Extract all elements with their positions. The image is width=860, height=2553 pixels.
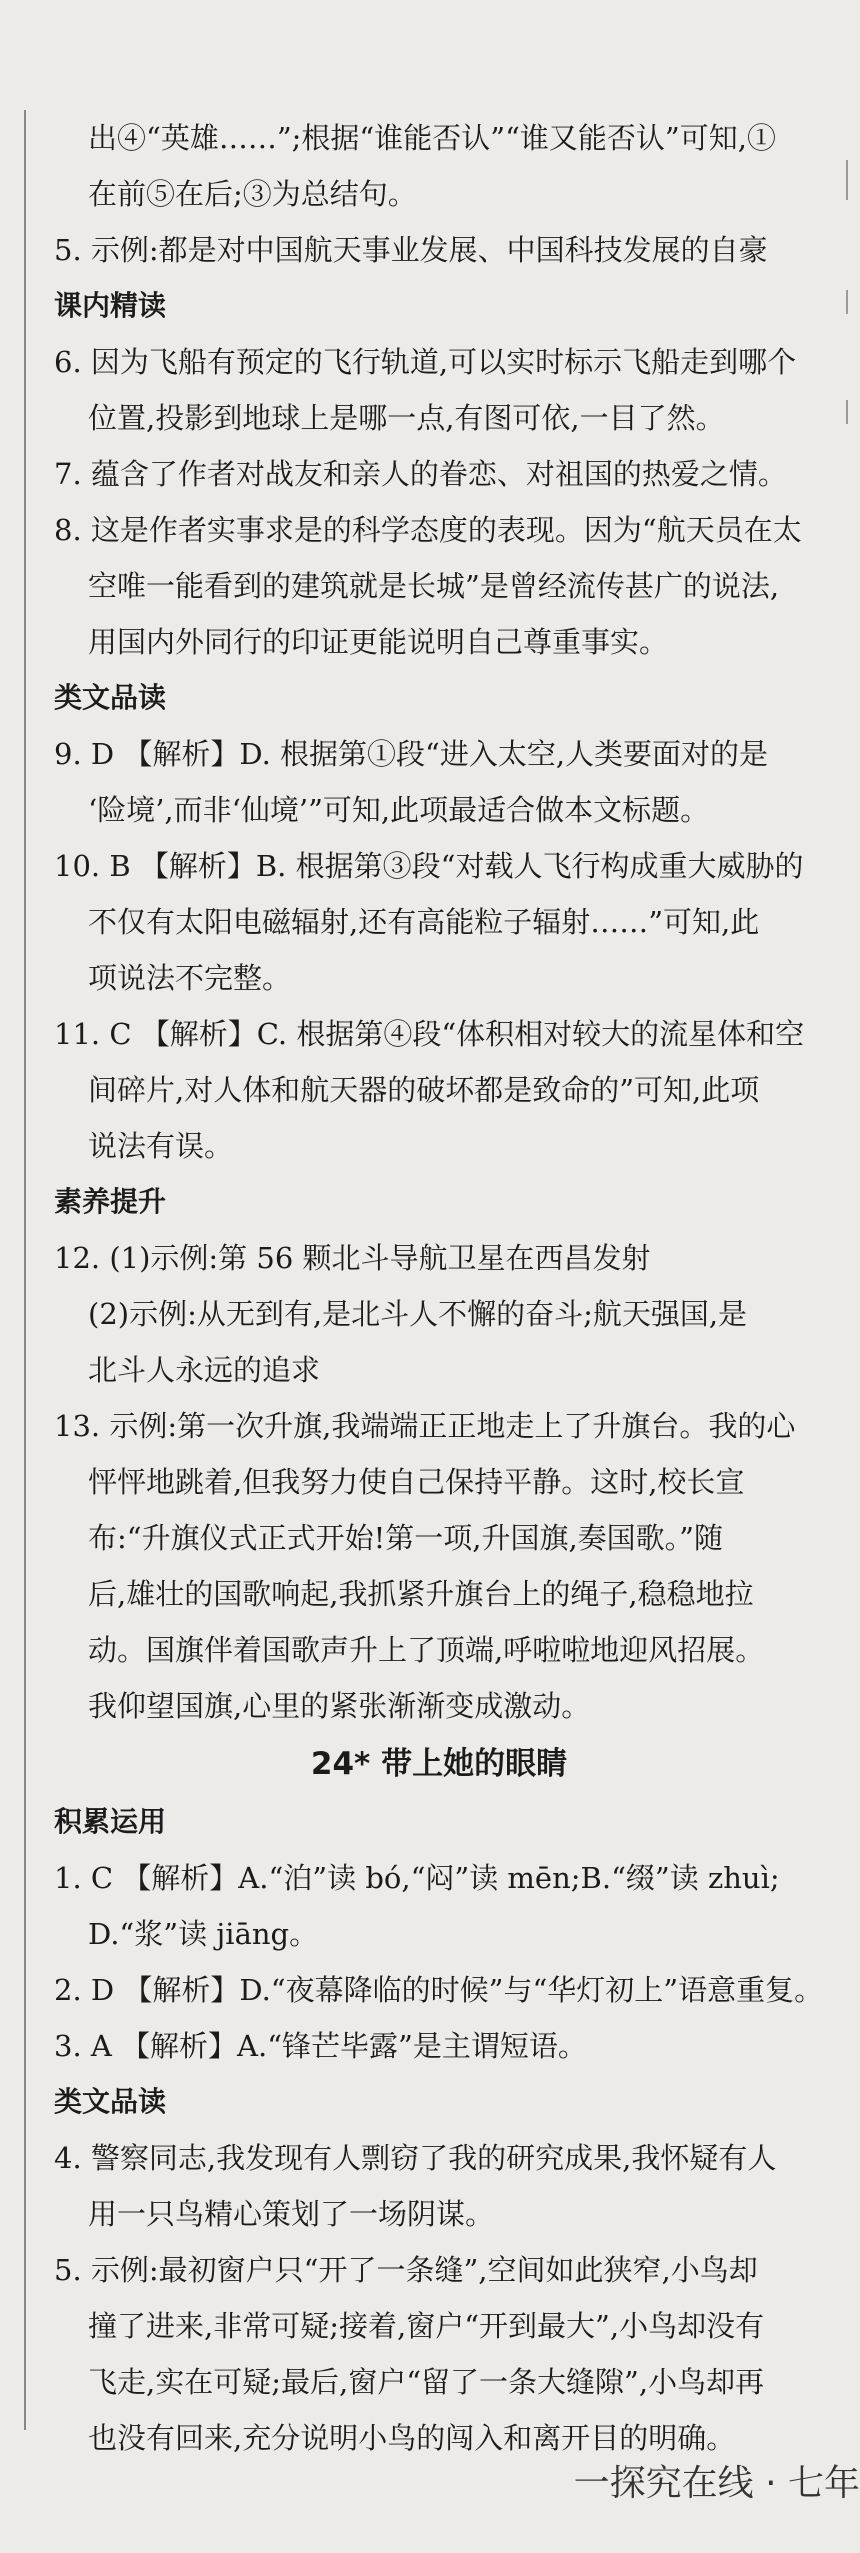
- text-line: 动。国旗伴着国歌声升上了顶端,呼啦啦地迎风招展。: [88, 1633, 765, 1667]
- text-line: 用一只鸟精心策划了一场阴谋。: [88, 2197, 495, 2231]
- text-line: 7. 蕴含了作者对战友和亲人的眷恋、对祖国的热爱之情。: [54, 457, 787, 491]
- text-line: 北斗人永远的追求: [88, 1353, 321, 1387]
- text-line: 6. 因为飞船有预定的飞行轨道,可以实时标示飞船走到哪个: [54, 345, 797, 379]
- section-heading: 积累运用: [54, 1805, 167, 1838]
- text-line: 用国内外同行的印证更能说明自己尊重事实。: [88, 625, 669, 659]
- text-line: D.“浆”读 jiāng。: [88, 1917, 319, 1951]
- section-heading: 类文品读: [54, 2085, 167, 2118]
- text-line: 怦怦地跳着,但我努力使自己保持平静。这时,校长宣: [88, 1465, 745, 1499]
- section-heading: 类文品读: [54, 681, 167, 714]
- text-line: 飞走,实在可疑;最后,窗户“留了一条大缝隙”,小鸟却再: [88, 2365, 765, 2399]
- text-line: 也没有回来,充分说明小鸟的闯入和离开目的明确。: [88, 2421, 736, 2455]
- text-line: 在前⑤在后;③为总结句。: [88, 177, 417, 211]
- text-line: 项说法不完整。: [88, 961, 292, 995]
- footer-brand: 一探究在线 · 七年: [573, 2463, 860, 2504]
- section-heading: 课内精读: [54, 289, 167, 322]
- right-edge-mark: [846, 400, 848, 424]
- text-line: 空唯一能看到的建筑就是长城”是曾经流传甚广的说法,: [88, 569, 780, 603]
- text-line: 9. D 【解析】D. 根据第①段“进入太空,人类要面对的是: [54, 737, 769, 771]
- text-line: 布:“升旗仪式正式开始!第一项,升国旗,奏国歌。”随: [88, 1521, 724, 1555]
- answer-content: [54, 110, 824, 2466]
- section-heading: 素养提升: [54, 1185, 167, 1218]
- text-line: 3. A 【解析】A.“锋芒毕露”是主谓短语。: [54, 2029, 587, 2063]
- text-line: 间碎片,对人体和航天器的破坏都是致命的”可知,此项: [88, 1073, 760, 1107]
- chapter-title: 24* 带上她的眼睛: [310, 1746, 568, 1782]
- text-line: ‘险境’,而非‘仙境’”可知,此项最适合做本文标题。: [88, 793, 710, 827]
- text-line: 1. C 【解析】A.“泊”读 bó,“闷”读 mēn;B.“缀”读 zhuì;: [54, 1861, 780, 1895]
- text-line: 5. 示例:最初窗户只“开了一条缝”,空间如此狭窄,小鸟却: [54, 2253, 758, 2287]
- text-line: 10. B 【解析】B. 根据第③段“对载人飞行构成重大威胁的: [54, 849, 804, 883]
- right-edge-mark: [846, 290, 848, 314]
- text-line: 13. 示例:第一次升旗,我端端正正地走上了升旗台。我的心: [54, 1409, 796, 1443]
- text-line: 后,雄壮的国歌响起,我抓紧升旗台上的绳子,稳稳地拉: [88, 1577, 754, 1611]
- text-line: 2. D 【解析】D.“夜幕降临的时候”与“华灯初上”语意重复。: [54, 1973, 824, 2007]
- text-line: 我仰望国旗,心里的紧张渐渐变成激动。: [88, 1689, 591, 1723]
- right-edge-mark: [846, 160, 848, 200]
- text-line: 说法有误。: [88, 1129, 234, 1163]
- text-line: 不仅有太阳电磁辐射,还有高能粒子辐射……”可知,此: [88, 905, 760, 939]
- text-line: 5. 示例:都是对中国航天事业发展、中国科技发展的自豪: [54, 233, 768, 267]
- text-line: 11. C 【解析】C. 根据第④段“体积相对较大的流星体和空: [54, 1017, 805, 1051]
- text-line: 8. 这是作者实事求是的科学态度的表现。因为“航天员在太: [54, 513, 802, 547]
- text-line: 撞了进来,非常可疑;接着,窗户“开到最大”,小鸟却没有: [88, 2309, 765, 2343]
- text-line: 位置,投影到地球上是哪一点,有图可依,一目了然。: [88, 401, 725, 435]
- left-margin-rule: [24, 110, 26, 2430]
- text-line: (2)示例:从无到有,是北斗人不懈的奋斗;航天强国,是: [88, 1297, 748, 1331]
- text-line: 12. (1)示例:第 56 颗北斗导航卫星在西昌发射: [54, 1241, 651, 1275]
- text-line: 出④“英雄……”;根据“谁能否认”“谁又能否认”可知,①: [88, 121, 776, 155]
- text-line: 4. 警察同志,我发现有人剽窃了我的研究成果,我怀疑有人: [54, 2141, 777, 2175]
